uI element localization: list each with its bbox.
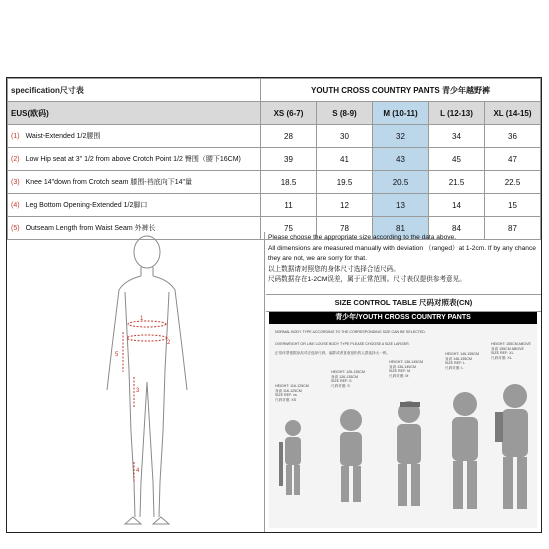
measure-label [8, 148, 261, 171]
value-cell: 78 [317, 217, 373, 240]
marker-5: 5 [115, 352, 119, 358]
measure-label [8, 125, 261, 148]
marker-1: 1 [140, 316, 144, 322]
kid-s-icon [340, 409, 362, 502]
measure-number: (5) [11, 225, 20, 232]
value-cell: 75 [261, 217, 317, 240]
value-cell: 28 [261, 125, 317, 148]
value-cell: 84 [429, 217, 485, 240]
spec-title: specification尺寸表 [8, 79, 261, 102]
measure-label [8, 194, 261, 217]
hip-line [127, 335, 167, 341]
marker-2: 2 [167, 340, 171, 346]
size-row-label: EUS(欧码) [8, 102, 261, 125]
value-cell: 12 [317, 194, 373, 217]
measure-number: (4) [11, 202, 20, 209]
marker-4: 4 [136, 468, 140, 474]
value-cell: 43 [373, 148, 429, 171]
size-xl: XL (14-15) [485, 102, 541, 125]
size-l: L (12-13) [429, 102, 485, 125]
title-row [8, 79, 541, 102]
blurb-line: NORMAL BODY TYPE ACCORDING TO THE CORRESPONDING SIZE CAN BE SELECTED. [275, 330, 426, 334]
blurb-line: OVERWEIGHT OR LIKE LOOSE BODY TYPE PLEASE CHOOSE A SIZE LARGER. [275, 342, 410, 346]
value-cell: 39 [261, 148, 317, 171]
measure-row-knee [8, 171, 541, 194]
size-control-body [269, 324, 537, 528]
size-control-title: SIZE CONTROL TABLE 尺码对照表(CN) [266, 294, 541, 312]
measure-row-leg-opening [8, 194, 541, 217]
measure-label [8, 171, 261, 194]
value-cell: 87 [485, 217, 541, 240]
kid-xl-icon [495, 384, 528, 509]
size-control-bar: 青少年/YOUTH CROSS COUNTRY PANTS [269, 312, 537, 324]
kid-l-icon [452, 392, 478, 509]
kid-silhouettes [269, 324, 537, 528]
value-cell: 14 [429, 194, 485, 217]
figure-head [134, 236, 160, 268]
size-s: S (8-9) [317, 102, 373, 125]
kid-xs-icon [279, 420, 301, 495]
measure-number: (1) [11, 133, 20, 140]
value-cell: 11 [261, 194, 317, 217]
body-figure-panel [7, 232, 265, 532]
product-title: YOUTH CROSS COUNTRY PANTS 青少年越野裤 [261, 79, 541, 102]
figure-torso [107, 276, 187, 390]
value-cell: 22.5 [485, 171, 541, 194]
blurb-line: 正常体型根据身高对应选择尺码，偏胖或者喜欢宽松的人群选择大一码。 [275, 351, 390, 355]
note-line: 尺码数据存在1-2CM误差，属于正常范围。尺寸表仅提供参考意见。 [268, 276, 466, 283]
waist-line [128, 321, 166, 327]
body-outline-figure [7, 232, 264, 532]
kid-m-icon [397, 401, 421, 506]
value-cell: 21.5 [429, 171, 485, 194]
group-xs: HEIGHT: 116-125CM 身高 116-125CM SIZE REF: xs 尺码对照: XS [275, 384, 309, 402]
measure-number: (3) [11, 179, 20, 186]
group-l: HEIGHT: 146-155CM 身高 146-155CM SIZE REF: L 尺码对照: L [445, 352, 479, 370]
measure-row-waist [8, 125, 541, 148]
measure-text: Waist-Extended 1/2腰围 [25, 133, 101, 140]
size-row [8, 102, 541, 125]
value-cell: 32 [373, 125, 429, 148]
value-cell: 13 [373, 194, 429, 217]
size-control-panel [269, 312, 537, 528]
size-xs: XS (6-7) [261, 102, 317, 125]
measure-row-hip [8, 148, 541, 171]
value-cell: 41 [317, 148, 373, 171]
value-cell: 47 [485, 148, 541, 171]
value-cell: 36 [485, 125, 541, 148]
value-cell: 45 [429, 148, 485, 171]
measure-text: Outseam Length from Waist Seam 外裤长 [25, 225, 156, 232]
value-cell: 30 [317, 125, 373, 148]
value-cell: 20.5 [373, 171, 429, 194]
value-cell: 19.5 [317, 171, 373, 194]
group-m: HEIGHT: 136-145CM 身高 136-145CM SIZE REF: M 尺码对照: M [389, 360, 423, 378]
size-m: M (10-11) [373, 102, 429, 125]
marker-3: 3 [136, 388, 140, 394]
size-chart-sheet [6, 77, 542, 533]
measure-number: (2) [11, 156, 20, 163]
group-s: HEIGHT: 126-135CM 身高 126-135CM SIZE REF: S 尺码对照: S [331, 370, 365, 388]
note-line: All dimensions are measured manually with deviation （ranged）at 1-2cm. If by any chance they are not, we are sorry for that. [268, 244, 536, 262]
value-cell: 81 [373, 217, 429, 240]
note-line: Please choose the appropriate size according to the data above. [268, 234, 457, 241]
lower-section [7, 232, 541, 532]
measure-text: Knee 14"down from Crotch seam 膝围-裆底向下14"量 [25, 179, 192, 186]
measure-text: Leg Bottom Opening-Extended 1/2脚口 [25, 202, 148, 209]
group-xl: HEIGHT: 155CM ABOVE 身高 155CM ABOVE SIZE REF: XL 尺码对照: XL [491, 342, 531, 360]
spec-table [7, 78, 541, 240]
value-cell: 34 [429, 125, 485, 148]
value-cell: 15 [485, 194, 541, 217]
measure-text: Low Hip seat at 3" 1/2 from above Crotch Point 1/2 臀围（腰下16CM) [25, 156, 241, 163]
size-notes [266, 232, 541, 292]
value-cell: 18.5 [261, 171, 317, 194]
note-line: 以上数据请对照您的身体尺寸选择合适尺码。 [268, 265, 400, 273]
